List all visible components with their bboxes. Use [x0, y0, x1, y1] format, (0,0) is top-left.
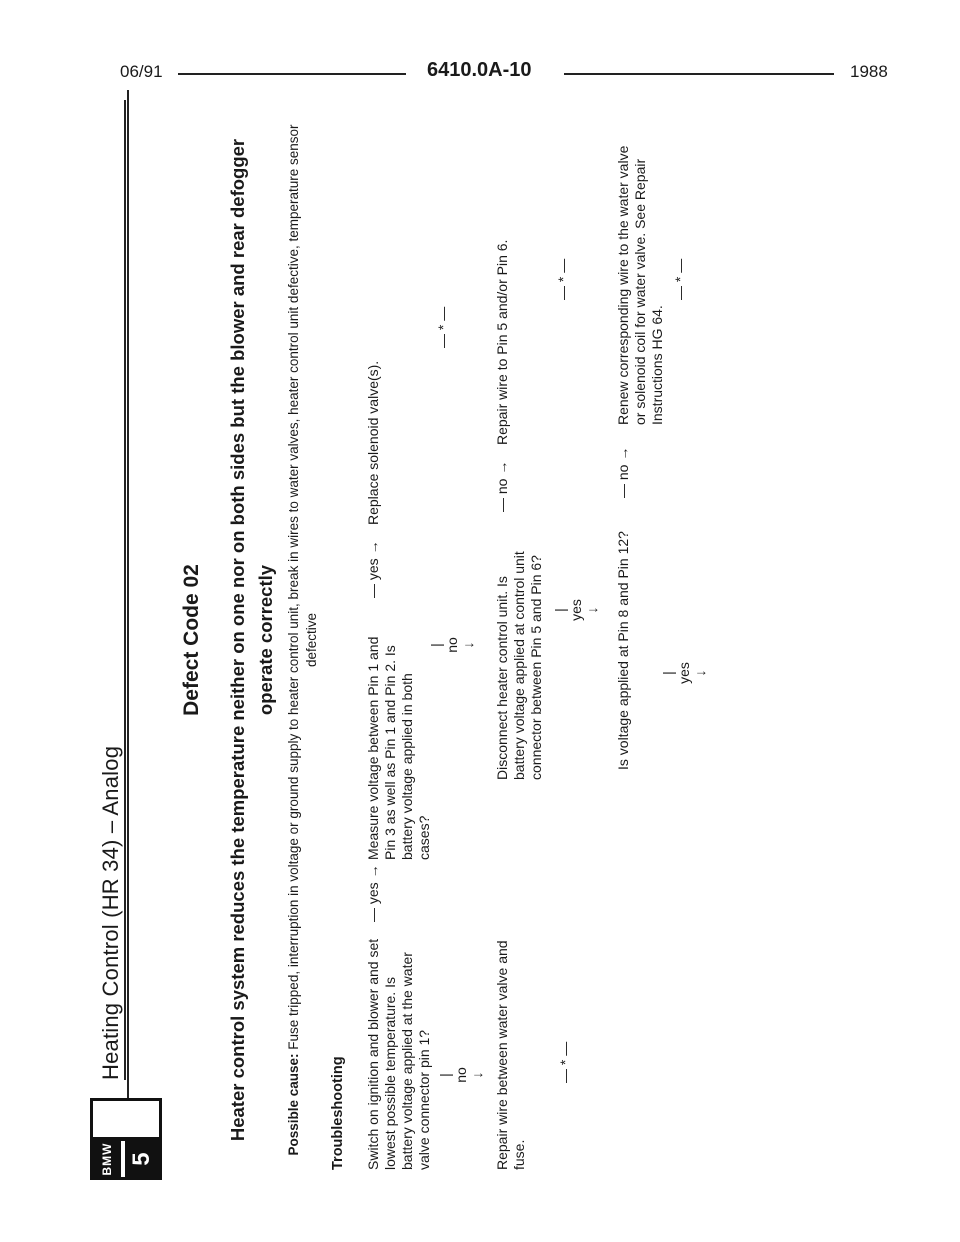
header-rule-right — [564, 73, 834, 75]
step-2-fix: Replace solenoid valve(s). — [365, 360, 381, 525]
header-year: 1988 — [850, 62, 888, 81]
step-3-question: Disconnect heater control unit. Is battery voltage applied at control unit connector between Pin 5 and Pin 6? — [494, 551, 544, 780]
step-2-question: Measure voltage between Pin 1 and Pin 3 as well as Pin 1 and Pin 2. Is battery voltage applied in both cases? — [365, 636, 432, 860]
step-3-fix: Repair wire to Pin 5 and/or Pin 6. — [494, 239, 510, 445]
step-2-no-flow — [428, 630, 476, 660]
series-box — [90, 1098, 162, 1140]
step-1-no-label: no — [453, 1067, 469, 1083]
vertical-bar: | — [428, 643, 444, 647]
bmw-logo — [90, 1138, 162, 1180]
down-arrow: ↓ — [469, 1071, 485, 1079]
rotated-page — [80, 100, 880, 1180]
step-4-end-marker: — * — — [672, 258, 688, 300]
defect-code-heading: Defect Code 02 — [180, 564, 203, 716]
step-3-no-arrow: — no → — [494, 460, 510, 512]
step-2-no-label: no — [444, 637, 460, 653]
step-4-fix: Renew corresponding wire to the water valve or solenoid coil for water valve. See Repair Instructions HG 64. — [615, 145, 665, 425]
symptom-headline: Heater control system reduces the temperature neither on one nor on both sides but the blower and rear defogger operate correctly — [227, 138, 276, 1142]
step-4-yes-label: yes — [676, 662, 692, 684]
step-2-end-marker: — * — — [435, 306, 451, 348]
step-1-end-marker: — * — — [557, 1041, 573, 1083]
step-3-end-marker: — * — — [555, 258, 571, 300]
vertical-bar: | — [660, 671, 676, 675]
vertical-bar: | — [552, 608, 568, 612]
header-date: 06/91 — [120, 62, 163, 81]
brand-bottom: 5 — [123, 1141, 159, 1177]
step-1-yes-arrow: — yes → — [365, 864, 381, 922]
step-2-yes-arrow: — yes → — [365, 540, 381, 598]
vertical-bar: | — [437, 1073, 453, 1077]
step-1-question: Switch on ignition and blower and set lowest possible temperature. Is battery voltage applied at the water valve connector pin 1? — [365, 938, 432, 1170]
down-arrow: ↓ — [692, 669, 708, 677]
step-1-no-flow — [437, 1060, 485, 1090]
step-4-no-arrow: — no → — [615, 446, 631, 498]
header-rule-left — [178, 73, 406, 75]
title-rule — [124, 100, 126, 1080]
down-arrow: ↓ — [460, 641, 476, 649]
step-4-yes-flow — [660, 658, 708, 688]
possible-cause-label: Possible cause: — [286, 1053, 301, 1156]
possible-cause — [285, 110, 321, 1170]
header-page-code: 6410.0A-10 — [427, 59, 532, 81]
troubleshooting-heading: Troubleshooting — [330, 1056, 346, 1170]
document-title: Heating Control (HR 34) – Analog — [98, 745, 123, 1080]
down-arrow: ↓ — [584, 606, 600, 614]
step-4-question: Is voltage applied at Pin 8 and Pin 12? — [615, 531, 631, 770]
step-1-fix: Repair wire between water valve and fuse. — [494, 940, 527, 1170]
brand-top: BMW — [93, 1141, 121, 1177]
step-3-yes-flow — [552, 595, 600, 625]
step-3-yes-label: yes — [568, 599, 584, 621]
possible-cause-text: Fuse tripped, interruption in voltage or ground supply to heater control unit, break in wires to water valves, heater control unit defective, temperature sensor defective — [286, 124, 319, 1050]
